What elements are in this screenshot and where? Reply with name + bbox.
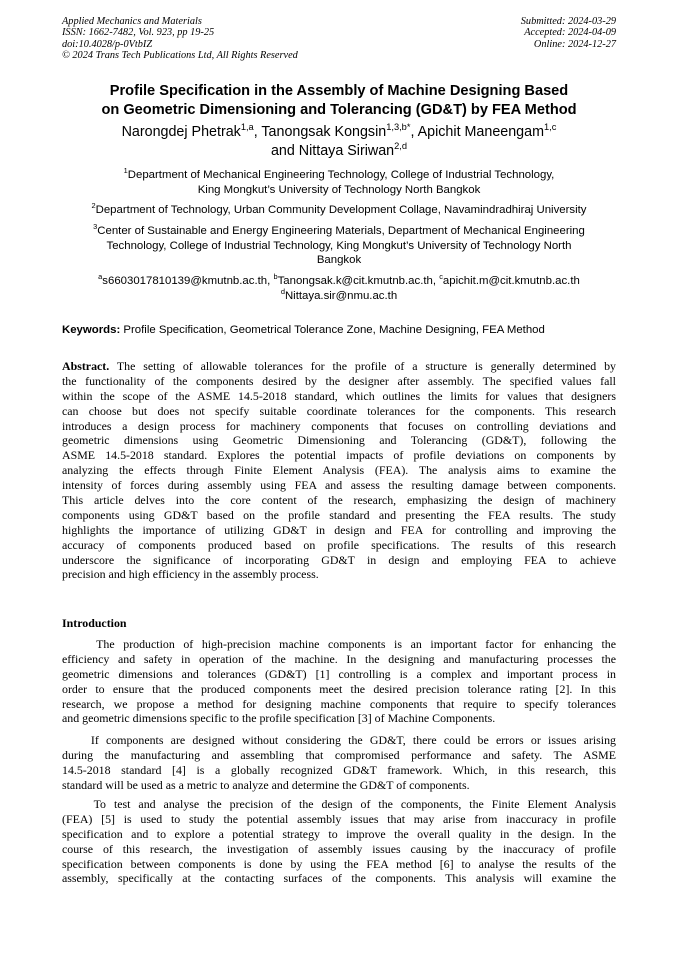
affiliation-3-line-3: Bangkok xyxy=(316,254,362,267)
accepted-date: Accepted: 2024-04-09 xyxy=(524,27,616,39)
paragraph-line: (FEA) [5] is used to study the potential assembly issues that may arise from inaccuracy in profile xyxy=(62,811,616,826)
journal-doi: doi:10.4028/p-0VtbIZ xyxy=(62,38,153,50)
author-1-affiliation: 1,a xyxy=(240,122,254,133)
author-emails xyxy=(40,274,638,303)
affiliation-1 xyxy=(40,168,638,197)
journal-info xyxy=(62,16,298,62)
keywords xyxy=(62,323,618,338)
author-4-affiliation: 2,d xyxy=(394,141,408,152)
affiliation-3-marker: 3 xyxy=(93,222,98,232)
author-2-affiliation: 1,3,b* xyxy=(386,122,411,133)
online-date: Online: 2024-12-27 xyxy=(533,38,616,50)
submitted-date: Submitted: 2024-03-29 xyxy=(520,16,616,27)
email-d[interactable]: Nittaya.sir@nmu.ac.th xyxy=(284,289,398,302)
affiliation-2-line-1: Department of Technology, Urban Community Development Collage, Navamindradhiraj University xyxy=(95,204,587,216)
journal-name: Applied Mechanics and Materials xyxy=(62,16,202,27)
journal-copyright: © 2024 Trans Tech Publications Ltd, All Rights Reserved xyxy=(62,50,298,62)
affiliation-2-marker: 2 xyxy=(91,201,96,211)
author-separator: , xyxy=(410,124,418,140)
abstract-line: This article delves into the core content of the research, emphasizing the design of machinery xyxy=(62,493,616,508)
paragraph-line: during the manufacturing and assembling that compromised performance and safety. The ASME xyxy=(62,747,616,762)
paragraph-line: standard will be used as a metric to analyze and determine the GD&T of components. xyxy=(62,777,470,792)
paragraph-line: specification and to explore a potential strategy to improve the overall quality in the design. In the xyxy=(62,826,616,841)
affiliation-3-line-2: Technology, College of Industrial Technology, King Mongkut’s University of Technology North xyxy=(106,239,572,252)
abstract-line: analyzing the effects through Finite Element Analysis (FEA). The analysis aims to examine the xyxy=(62,463,616,478)
paragraph-line: specification between components is done by using the FEA method [6] to analyse the results of the xyxy=(62,856,616,871)
keywords-label: Keywords: xyxy=(62,324,121,336)
author-3-affiliation: 1,c xyxy=(544,122,557,133)
abstract-line: components using GD&T based on the profile standard and presenting the FEA results. The study xyxy=(62,507,616,522)
email-a[interactable]: s6603017810139@kmutnb.ac.th, xyxy=(102,275,274,287)
introduction-paragraph-3 xyxy=(62,797,616,886)
abstract-line: introduces a design process for machinery components that focuses on controlling deviations and xyxy=(62,418,616,433)
email-b-marker: b xyxy=(273,272,278,282)
email-c-marker: c xyxy=(439,272,443,282)
abstract-line: highlights the importance of utilizing GD&T in design and FEA for controlling and improving the xyxy=(62,522,616,537)
affiliation-1-line-1: Department of Mechanical Engineering Technology, College of Industrial Technology, xyxy=(127,169,555,181)
title-line-2: on Geometric Dimensioning and Tolerancing (GD&T) by FEA Method xyxy=(101,102,577,118)
abstract-line: The setting of allowable tolerances for the profile of a structure is generally determined by xyxy=(109,359,616,373)
paragraph-line: To test and analyse the precision of the design of the components, the Finite Element Analysis xyxy=(62,797,616,811)
submission-dates xyxy=(521,16,616,50)
abstract-line: ASME 14.5-2018 standard. Explores the potential impacts of profile deviations on components by xyxy=(62,448,616,463)
author-1: Narongdej Phetrak xyxy=(121,124,241,140)
paragraph-line: course of this research, the investigation of assembly issues causing by the inaccuracy of profile xyxy=(62,841,616,856)
paragraph-line: 14.5-2018 standard [4] is a globally recognized GD&T framework. Which, in this research, this xyxy=(62,762,616,777)
abstract-line: underscore the significance of incorporating GD&T in design and employing FEA to achieve xyxy=(62,552,616,567)
paragraph-line: order to ensure that the produced components meet the desired precision tolerance rating [2]. In this xyxy=(62,681,616,696)
abstract-line: the functionality of the components desired by the designer after assembly. The specified values fall xyxy=(62,373,616,388)
introduction-paragraph-2 xyxy=(62,733,616,793)
abstract-line: intensity of forces during assembly using FEA and assess the resulting damage between components. xyxy=(62,478,616,493)
keywords-text: Profile Specification, Geometrical Tolerance Zone, Machine Designing, FEA Method xyxy=(120,324,545,336)
abstract-label: Abstract. xyxy=(62,359,110,373)
affiliation-1-marker: 1 xyxy=(123,166,128,176)
affiliation-1-line-2: King Mongkut’s University of Technology North Bangkok xyxy=(197,183,481,196)
paragraph-line: If components are designed without considering the GD&T, there could be errors or issues arising xyxy=(62,733,616,747)
author-line-2 xyxy=(40,142,638,161)
section-heading-introduction: Introduction xyxy=(62,616,127,630)
author-3: Apichit Maneengam xyxy=(417,124,544,140)
email-a-marker: a xyxy=(98,272,103,282)
paragraph-line: The production of high-precision machine components is an important factor for enhancing the xyxy=(62,637,616,651)
abstract-line: within the scope of the ASME 14.5-2018 standard, which outlines the limits for values that designers xyxy=(62,388,616,403)
paragraph-line: and geometric dimensions specific to the profile specification [3] of Machine Components. xyxy=(62,711,496,726)
abstract-line: precision and high efficiency in the assembly process. xyxy=(62,567,319,582)
author-and: and xyxy=(270,143,299,159)
paragraph-line: research, we propose a method for designing machine components that require to specify tolerances xyxy=(62,696,616,711)
affiliation-3-line-1: Center of Sustainable and Energy Engineering Materials, Department of Mechanical Engineering xyxy=(97,225,585,237)
email-c[interactable]: apichit.m@cit.kmutnb.ac.th xyxy=(442,275,580,287)
affiliation-3 xyxy=(40,224,638,268)
paragraph-line: assembly, specifically at the contacting surfaces of the components. This analysis will examine the xyxy=(62,871,616,886)
author-2: Tanongsak Kongsin xyxy=(261,124,387,140)
abstract xyxy=(62,359,616,582)
author-4: Nittaya Siriwan xyxy=(298,143,395,159)
author-line-1 xyxy=(40,123,638,142)
abstract-line: geometric dimensions using Geometric Dimensioning and Tolerancing (GD&T), following the xyxy=(62,433,616,448)
paragraph-line: efficiency and safety in operation of the machine. In the designing and manufacturing processes the xyxy=(62,651,616,666)
author-list xyxy=(40,123,638,161)
paper-title xyxy=(40,82,638,120)
email-b[interactable]: Tanongsak.k@cit.kmutnb.ac.th, xyxy=(277,275,440,287)
paragraph-line: geometric dimensions and tolerances (GD&T) [1] controlling is a complex and important process in xyxy=(62,666,616,681)
author-separator: , xyxy=(253,124,262,140)
introduction-paragraph-1 xyxy=(62,637,616,726)
email-d-marker: d xyxy=(280,286,285,296)
abstract-line: accuracy of components produced based on profile specifications. The results of this research xyxy=(62,537,616,552)
journal-issn: ISSN: 1662-7482, Vol. 923, pp 19-25 xyxy=(62,27,215,39)
affiliation-2 xyxy=(40,203,638,218)
abstract-line: can choose but does not specify suitable coordinate tolerances for the components. This research xyxy=(62,403,616,418)
title-line-1: Profile Specification in the Assembly of Machine Designing Based xyxy=(109,83,569,99)
